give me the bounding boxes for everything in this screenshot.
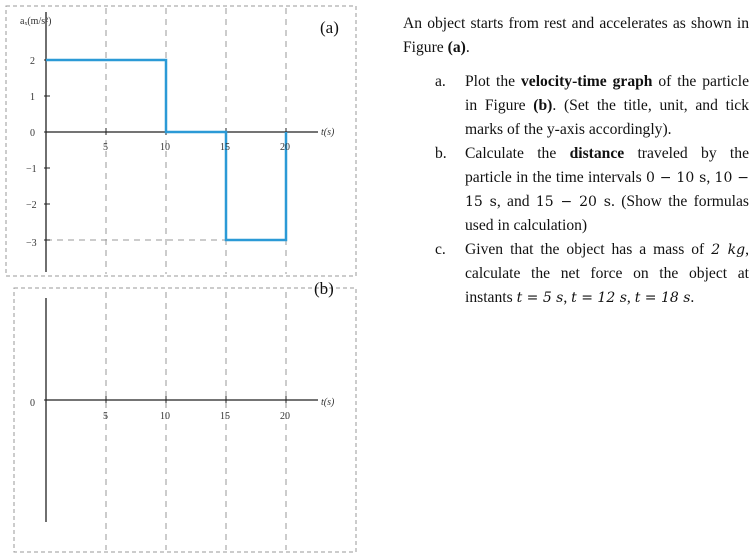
- question-list: [403, 70, 749, 310]
- b-xtick-label: 20: [280, 411, 290, 422]
- math-interval: 0 − 10 s: [646, 170, 707, 186]
- a-ytick-label: 1: [30, 92, 35, 103]
- a-x-axis-label: t(s): [321, 127, 335, 138]
- panel-a-frame: [6, 6, 356, 276]
- math-instant: t = 18 s: [634, 290, 691, 306]
- question-intro: An object starts from rest and accelerates as shown in Figure (a).: [403, 15, 749, 56]
- a-xtick-label: 20: [280, 142, 290, 153]
- item-label: a.: [435, 73, 446, 90]
- panel-b-label: (b): [314, 279, 334, 298]
- panel-b-frame: [14, 288, 356, 552]
- item-label: c.: [435, 241, 446, 258]
- panel-b-grid: [106, 292, 286, 550]
- panel-b-axes: [46, 298, 318, 522]
- b-ytick-label: 0: [30, 398, 35, 409]
- question-item-a: a. Plot the velocity-time graph of the particle in Figure (b). (Set the title, unit, and tick marks of the y-axis accordingly).: [403, 70, 749, 142]
- panel-a-label: (a): [320, 18, 339, 37]
- a-y-axis-label: aₓ(m/s²): [20, 16, 52, 27]
- math-interval: 10 − 15 s: [465, 170, 749, 210]
- b-xtick-label: 5: [103, 411, 108, 422]
- math-mass: 2 kg: [711, 242, 746, 258]
- a-xtick-label: 5: [103, 142, 108, 153]
- a-ytick-label: 0: [30, 128, 35, 139]
- b-xtick-label: 15: [220, 411, 230, 422]
- panel-a-axes: [46, 12, 318, 272]
- b-xtick-label: 10: [160, 411, 170, 422]
- question-item-c: c. Given that the object has a mass of 2 kg, calculate the net force on the object at instants t = 5 s, t = 12 s, t = 18 s.: [403, 238, 749, 310]
- a-ytick-label: −1: [26, 164, 37, 175]
- question-text: [403, 12, 749, 310]
- panel-a-grid: [46, 8, 286, 274]
- math-interval: 15 − 20 s: [535, 194, 611, 210]
- math-instant: t = 12 s: [571, 290, 627, 306]
- item-label: b.: [435, 145, 447, 162]
- a-xtick-label: 15: [220, 142, 230, 153]
- question-item-b: b. Calculate the distance traveled by the particle in the time intervals 0 − 10 s, 10 − 15 s, and 15 − 20 s. (Show the formulas used in calculation): [403, 142, 749, 238]
- a-xtick-label: 10: [160, 142, 170, 153]
- math-instant: t = 5 s: [516, 290, 564, 306]
- a-ytick-label: −3: [26, 238, 37, 249]
- a-ytick-label: 2: [30, 56, 35, 67]
- b-x-axis-label: t(s): [321, 397, 335, 408]
- a-ytick-label: −2: [26, 200, 37, 211]
